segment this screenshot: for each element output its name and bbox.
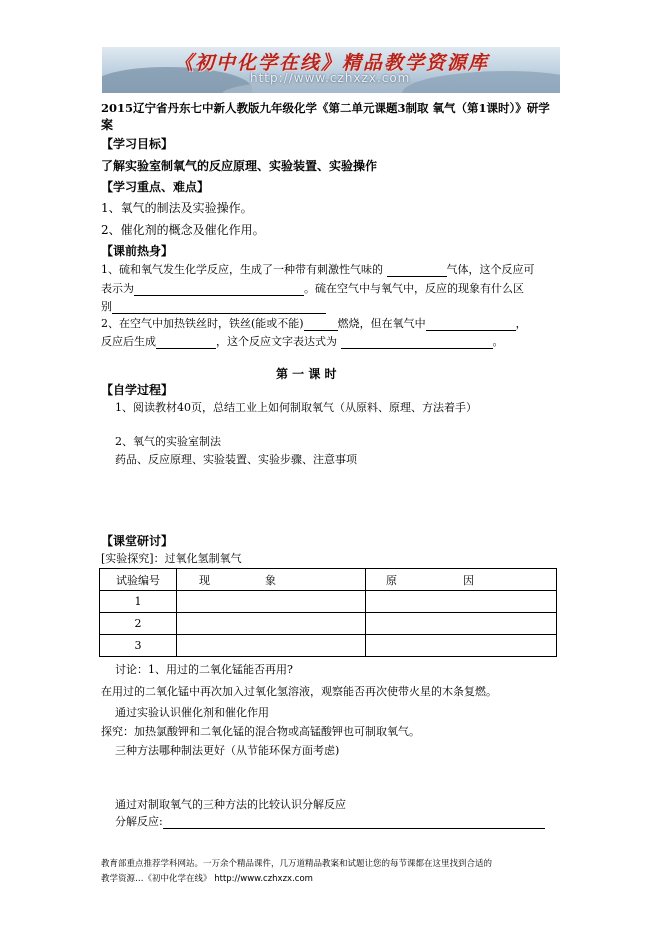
warmup-question-1-cont: [101, 280, 524, 296]
goal-heading: 【学习目标】: [101, 137, 174, 151]
footer-link[interactable]: http://www.czhxzx.com: [214, 874, 313, 884]
answer-blank[interactable]: [426, 318, 516, 331]
key-item-2: 2、催化剂的概念及催化作用。: [101, 223, 265, 237]
table-cell: 3: [100, 635, 177, 657]
self-study-item-1: 1、阅读教材40页，总结工业上如何制取氧气（从原料、原理、方法着手）: [115, 401, 477, 414]
warmup-question-1-cont2: [101, 298, 326, 314]
table-cell[interactable]: [366, 635, 557, 657]
warmup2-text-f: 。: [492, 335, 504, 348]
table-cell: 2: [100, 613, 177, 635]
answer-blank[interactable]: [304, 318, 338, 331]
answer-blank[interactable]: [387, 264, 447, 277]
table-cell[interactable]: [177, 635, 366, 657]
warmup-heading: 【课前热身】: [101, 244, 174, 258]
table-row: [100, 613, 557, 635]
footer-line-1: 教育部重点推荐学科网站。一万余个精品课件，几万道精品教案和试题让您的每节课都在这里找到合适的: [101, 859, 493, 869]
warmup2-text-d: 反应后生成: [101, 335, 156, 348]
discussion-question: 讨论：1、用过的二氧化锰能否再用?: [115, 663, 293, 676]
footer-line-2: [101, 872, 313, 884]
answer-blank[interactable]: [156, 336, 216, 349]
explore-2: 探究：加热氯酸钾和二氧化锰的混合物或高锰酸钾也可制取氧气。: [101, 725, 420, 738]
answer-blank[interactable]: [112, 301, 326, 314]
banner-title: 《初中化学在线》精品教学资源库: [174, 52, 490, 74]
which-method-best: 三种方法哪种制法更好（从节能环保方面考虑): [115, 744, 340, 757]
table-cell[interactable]: [366, 591, 557, 613]
table-row: [100, 635, 557, 657]
doc-title-line2: 案: [101, 118, 114, 132]
compare-methods-line: 通过对制取氧气的三种方法的比较认识分解反应: [115, 798, 346, 811]
key-item-1: 1、氧气的制法及实验操作。: [101, 201, 253, 215]
answer-blank[interactable]: [163, 816, 545, 829]
key-heading: 【学习重点、难点】: [101, 180, 210, 194]
warmup2-text-c: ，: [515, 317, 527, 330]
table-header-cell: 原 因: [366, 569, 557, 591]
table-cell[interactable]: [177, 591, 366, 613]
table-cell[interactable]: [177, 613, 366, 635]
table-cell[interactable]: [366, 613, 557, 635]
warmup1-text-e: 别: [101, 300, 112, 313]
goal-text: 了解实验室制氧气的反应原理、实验装置、实验操作: [101, 159, 378, 173]
warmup1-text-b: 气体，这个反应可: [446, 263, 535, 276]
warmup-question-2: [101, 315, 527, 331]
lesson-title: 第 一 课 时: [276, 367, 337, 381]
warmup-question-2-cont: [101, 333, 504, 349]
discussion-detail: 在用过的二氧化锰中再次加入过氧化氢溶液，观察能否再次使带火星的木条复燃。: [101, 685, 497, 698]
answer-blank[interactable]: [341, 336, 493, 349]
explore-label: [实验探究]：过氧化氢制氧气: [101, 552, 242, 565]
table-row: [100, 591, 557, 613]
experiment-table: [99, 568, 557, 657]
doc-title-line1: 2015辽宁省丹东七中新人教版九年级化学《第二单元课题3制取 氧气（第1课时）》研学: [101, 101, 550, 115]
warmup2-text-e: ，这个反应文字表达式为: [216, 335, 337, 348]
decomposition-label: 分解反应:: [115, 815, 163, 828]
banner-url[interactable]: http://www.czhxzx.com: [250, 71, 411, 85]
catalyst-line: 通过实验认识催化剂和催化作用: [115, 706, 269, 719]
self-study-item-2: 2、氧气的实验室制法: [115, 435, 221, 448]
table-header-row: [100, 569, 557, 591]
warmup2-text-b: 燃烧，但在氧气中: [337, 317, 426, 330]
header-banner: [102, 47, 560, 93]
answer-blank[interactable]: [134, 283, 304, 296]
warmup1-text-d: 。硫在空气中与氧气中，反应的现象有什么区: [304, 282, 524, 295]
self-study-item-2-detail: 药品、反应原理、实验装置、实验步骤、注意事项: [115, 453, 357, 466]
warmup-question-1: [101, 261, 535, 277]
decomposition-line: [115, 813, 545, 829]
warmup2-text-a: 2、在空气中加热铁丝时，铁丝(能或不能): [101, 317, 304, 330]
table-header-cell: 现 象: [177, 569, 366, 591]
self-study-heading: 【自学过程】: [101, 383, 174, 397]
class-heading: 【课堂研讨】: [101, 534, 174, 548]
table-header-cell: 试验编号: [100, 569, 177, 591]
table-cell: 1: [100, 591, 177, 613]
footer-text: 教学资源…《初中化学在线》: [101, 874, 212, 884]
warmup1-text-a: 1、硫和氧气发生化学反应，生成了一种带有刺激性气味的: [101, 263, 383, 276]
warmup1-text-c: 表示为: [101, 282, 134, 295]
